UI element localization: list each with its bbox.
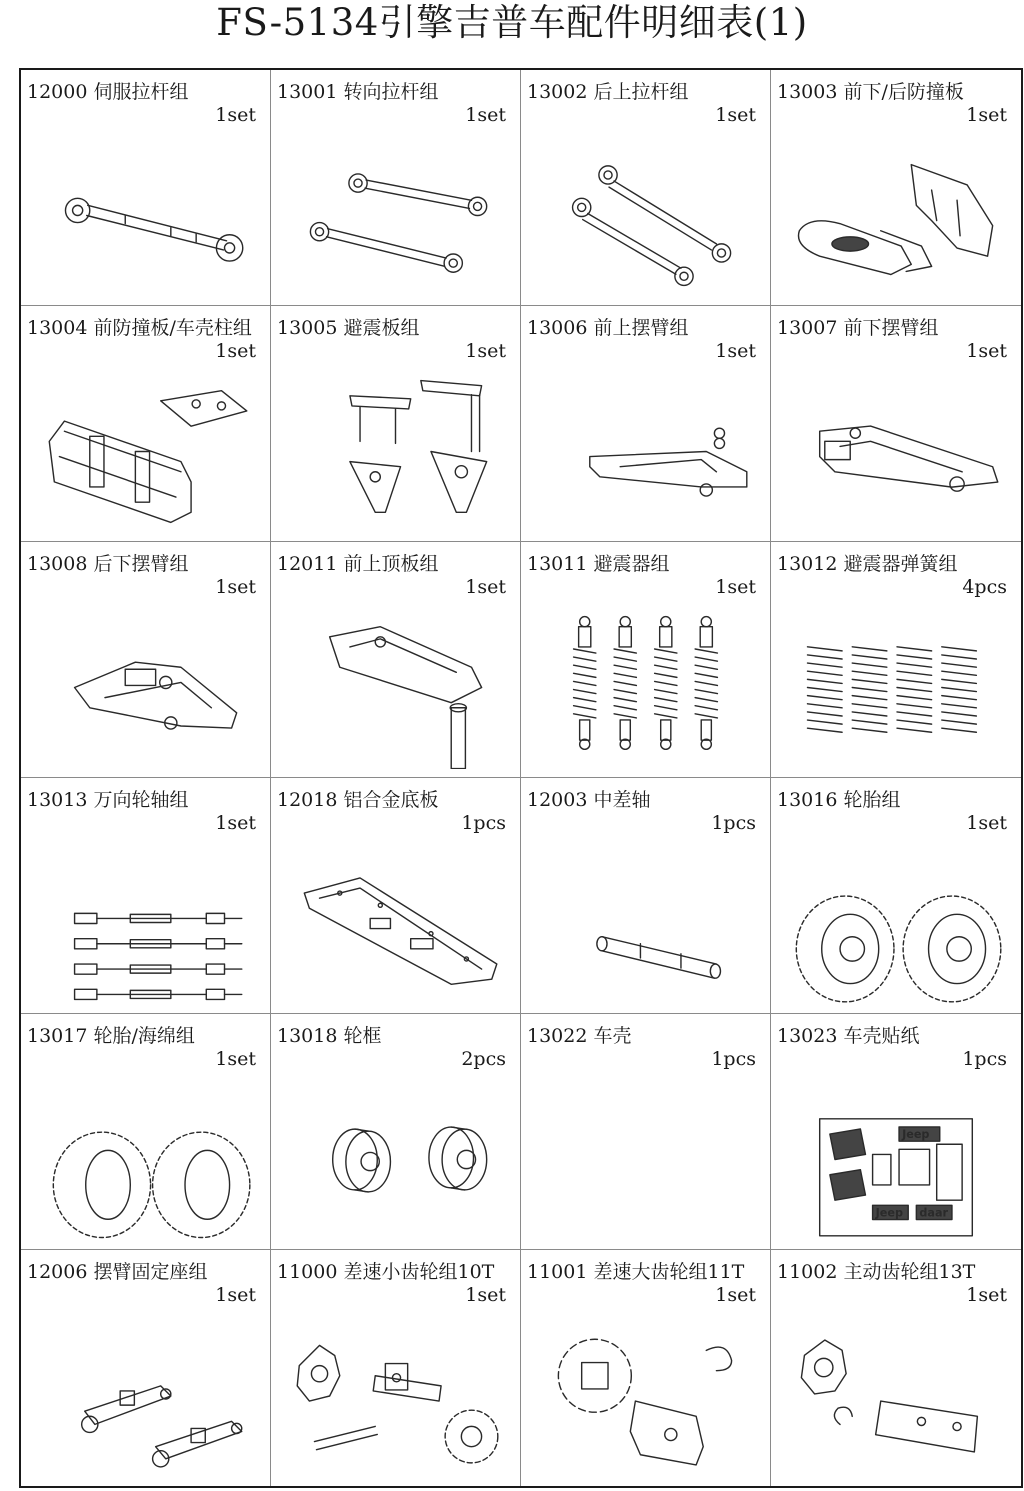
drive-gear-icon bbox=[779, 1314, 1013, 1478]
part-qty: 1set bbox=[715, 576, 756, 598]
part-cell bbox=[271, 542, 521, 778]
part-qty: 2pcs bbox=[461, 1048, 506, 1070]
part-name: 13017 轮胎/海绵组 bbox=[27, 1025, 195, 1047]
part-cell bbox=[21, 1014, 271, 1250]
part-qty: 1set bbox=[465, 1284, 506, 1306]
part-name: 13004 前防撞板/车壳柱组 bbox=[27, 317, 252, 339]
part-name: 12006 摆臂固定座组 bbox=[27, 1261, 208, 1283]
part-qty: 1set bbox=[215, 104, 256, 126]
shock-tower-icon bbox=[279, 370, 512, 533]
diff-pinion-gear-icon bbox=[279, 1314, 512, 1478]
part-qty: 1set bbox=[966, 812, 1007, 834]
diff-large-gear-icon bbox=[529, 1314, 762, 1478]
part-qty: 1pcs bbox=[711, 812, 756, 834]
part-qty: 1pcs bbox=[962, 1048, 1007, 1070]
wheel-set-icon bbox=[779, 842, 1013, 1005]
part-name: 13005 避震板组 bbox=[277, 317, 420, 339]
part-qty: 4pcs bbox=[962, 576, 1007, 598]
part-cell bbox=[21, 70, 271, 306]
part-name: 13008 后下摆臂组 bbox=[27, 553, 189, 575]
part-cell bbox=[21, 306, 271, 542]
part-name: 13016 轮胎组 bbox=[777, 789, 901, 811]
part-cell bbox=[771, 1014, 1021, 1250]
part-qty: 1set bbox=[966, 1284, 1007, 1306]
front-upper-arm-icon bbox=[529, 370, 762, 533]
part-cell bbox=[771, 306, 1021, 542]
part-cell bbox=[521, 542, 771, 778]
body-shell-placeholder bbox=[529, 1078, 762, 1241]
part-qty: 1set bbox=[715, 340, 756, 362]
shock-absorber-icon bbox=[529, 606, 762, 769]
part-qty: 1set bbox=[465, 104, 506, 126]
arm-mount-icon bbox=[29, 1314, 262, 1478]
tire-foam-icon bbox=[29, 1078, 262, 1241]
part-qty: 1set bbox=[715, 1284, 756, 1306]
part-qty: 1set bbox=[215, 576, 256, 598]
part-name: 12003 中差轴 bbox=[527, 789, 651, 811]
center-shaft-icon bbox=[529, 842, 762, 1005]
part-qty: 1set bbox=[215, 1048, 256, 1070]
part-name: 11002 主动齿轮组13T bbox=[777, 1261, 976, 1283]
decal-daar: daar bbox=[919, 1206, 949, 1220]
decal-jeep-top: Jeep bbox=[902, 1128, 930, 1142]
rear-upper-link-icon bbox=[529, 134, 762, 297]
part-name: 12011 前上顶板组 bbox=[277, 553, 439, 575]
part-cell bbox=[521, 70, 771, 306]
part-qty: 1set bbox=[966, 104, 1007, 126]
chassis-plate-icon bbox=[279, 842, 512, 1005]
bumper-plate-icon bbox=[779, 134, 1013, 297]
cvd-shaft-icon bbox=[29, 842, 262, 1005]
part-cell bbox=[271, 1014, 521, 1250]
parts-table bbox=[19, 68, 1023, 1488]
part-name: 13022 车壳 bbox=[527, 1025, 632, 1047]
part-qty: 1set bbox=[715, 104, 756, 126]
part-name: 13003 前下/后防撞板 bbox=[777, 81, 964, 103]
part-cell bbox=[271, 1250, 521, 1486]
part-qty: 1pcs bbox=[461, 812, 506, 834]
part-cell bbox=[521, 778, 771, 1014]
part-cell bbox=[521, 306, 771, 542]
front-lower-arm-icon bbox=[779, 370, 1013, 533]
part-name: 12018 铝合金底板 bbox=[277, 789, 439, 811]
page-title: FS-5134引擎吉普车配件明细表(1) bbox=[216, 1, 808, 44]
part-name: 13002 后上拉杆组 bbox=[527, 81, 689, 103]
spring-icon bbox=[779, 606, 1013, 769]
part-name: 11000 差速小齿轮组10T bbox=[277, 1261, 495, 1283]
part-cell bbox=[21, 778, 271, 1014]
part-cell bbox=[271, 778, 521, 1014]
part-name: 13012 避震器弹簧组 bbox=[777, 553, 958, 575]
part-name: 13013 万向轮轴组 bbox=[27, 789, 189, 811]
part-cell bbox=[21, 542, 271, 778]
part-cell bbox=[521, 1014, 771, 1250]
part-qty: 1set bbox=[215, 812, 256, 834]
servo-linkage-icon bbox=[29, 134, 262, 297]
part-name: 13018 轮框 bbox=[277, 1025, 382, 1047]
part-cell bbox=[771, 778, 1021, 1014]
part-name: 13006 前上摆臂组 bbox=[527, 317, 689, 339]
front-bumper-icon bbox=[29, 370, 262, 533]
upper-plate-icon bbox=[279, 606, 512, 769]
decal-jeep-bottom: Jeep bbox=[875, 1206, 904, 1220]
steering-linkage-icon bbox=[279, 134, 512, 297]
rear-lower-arm-icon bbox=[29, 606, 262, 769]
part-qty: 1set bbox=[215, 1284, 256, 1306]
part-cell bbox=[21, 1250, 271, 1486]
part-name: 13023 车壳贴纸 bbox=[777, 1025, 920, 1047]
part-name: 13001 转向拉杆组 bbox=[277, 81, 439, 103]
part-qty: 1set bbox=[465, 340, 506, 362]
part-cell bbox=[271, 306, 521, 542]
part-qty: 1set bbox=[966, 340, 1007, 362]
part-cell bbox=[521, 1250, 771, 1486]
part-cell bbox=[771, 542, 1021, 778]
part-cell bbox=[771, 70, 1021, 306]
part-name: 13011 避震器组 bbox=[527, 553, 670, 575]
part-cell bbox=[271, 70, 521, 306]
part-name: 13007 前下摆臂组 bbox=[777, 317, 939, 339]
decal-sheet-icon bbox=[779, 1078, 1013, 1241]
part-cell bbox=[771, 1250, 1021, 1486]
part-qty: 1pcs bbox=[711, 1048, 756, 1070]
part-qty: 1set bbox=[215, 340, 256, 362]
part-qty: 1set bbox=[465, 576, 506, 598]
part-name: 11001 差速大齿轮组11T bbox=[527, 1261, 745, 1283]
part-name: 12000 伺服拉杆组 bbox=[27, 81, 189, 103]
rim-icon bbox=[279, 1078, 512, 1241]
